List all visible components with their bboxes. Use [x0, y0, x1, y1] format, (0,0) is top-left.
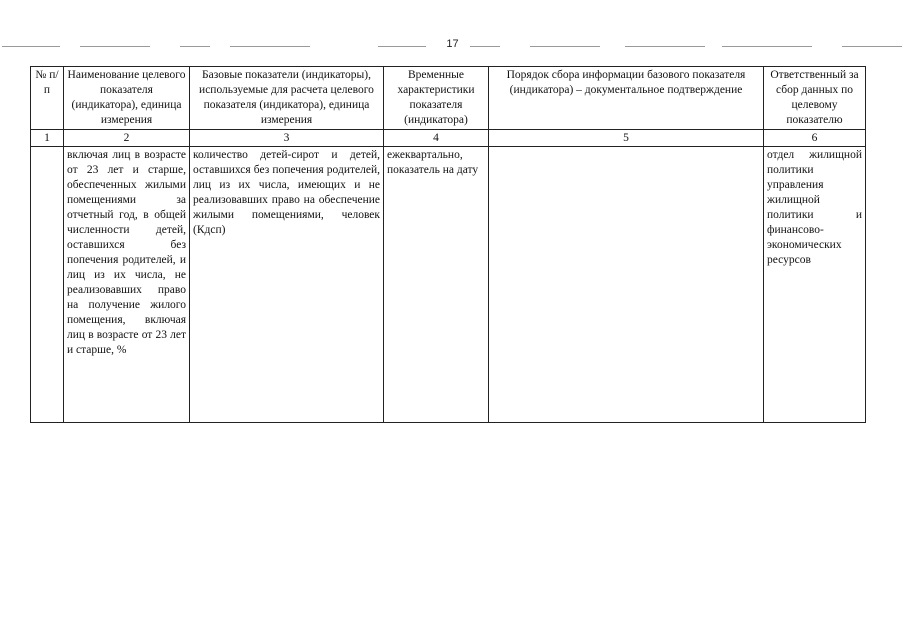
- responsible-cell: отдел жилищной политики управления жилищной политики и финансово-экономических ресурсов: [764, 147, 866, 423]
- indicator-table: [30, 66, 866, 423]
- scan-artifact-line: [378, 46, 426, 47]
- scan-artifact-line: [625, 46, 705, 47]
- column-number: 4: [384, 130, 489, 147]
- scan-artifact-line: [470, 46, 500, 47]
- scan-artifact-line: [842, 46, 902, 47]
- header-responsible: Ответственный за сбор данных по целевому показателю: [764, 67, 866, 130]
- column-number: 6: [764, 130, 866, 147]
- table-header-row: [31, 67, 866, 130]
- scan-artifact-line: [230, 46, 310, 47]
- header-base-indicators: Базовые показатели (индикаторы), используемые для расчета целевого показателя (индикатора), единица измерения: [190, 67, 384, 130]
- column-number: 2: [64, 130, 190, 147]
- column-number: 1: [31, 130, 64, 147]
- header-collection-procedure: Порядок сбора информации базового показателя (индикатора) – документальное подтверждение: [489, 67, 764, 130]
- indicator-name-cell: включая лиц в возрасте от 23 лет и старше, обеспеченных жилыми помещениями за отчетный год, в общей численности детей, оставшихся без попечения родителей, и лиц из их числа, не реализовавших право на получение жилого помещения, включая лиц в возрасте от 23 лет и старше, %: [64, 147, 190, 423]
- table-row: [31, 147, 866, 423]
- column-number-row: [31, 130, 866, 147]
- column-number: 3: [190, 130, 384, 147]
- row-number-cell: [31, 147, 64, 423]
- base-indicators-cell: количество детей-сирот и детей, оставшихся без попечения родителей, лиц из их числа, имеющих и не реализовавших право на обеспечение жилыми помещениями, человек (Кдсп): [190, 147, 384, 423]
- page-number: 17: [446, 38, 459, 50]
- collection-procedure-cell: [489, 147, 764, 423]
- header-row-number: № п/п: [31, 67, 64, 130]
- scan-artifact-line: [180, 46, 210, 47]
- scan-artifact-line: [2, 46, 60, 47]
- scan-artifact-line: [530, 46, 600, 47]
- column-number: 5: [489, 130, 764, 147]
- scan-artifact-line: [722, 46, 812, 47]
- header-indicator-name: Наименование целевого показателя (индикатора), единица измерения: [64, 67, 190, 130]
- timing-cell: ежеквартально, показатель на дату: [384, 147, 489, 423]
- scan-artifact-line: [80, 46, 150, 47]
- header-timing: Временные характеристики показателя (индикатора): [384, 67, 489, 130]
